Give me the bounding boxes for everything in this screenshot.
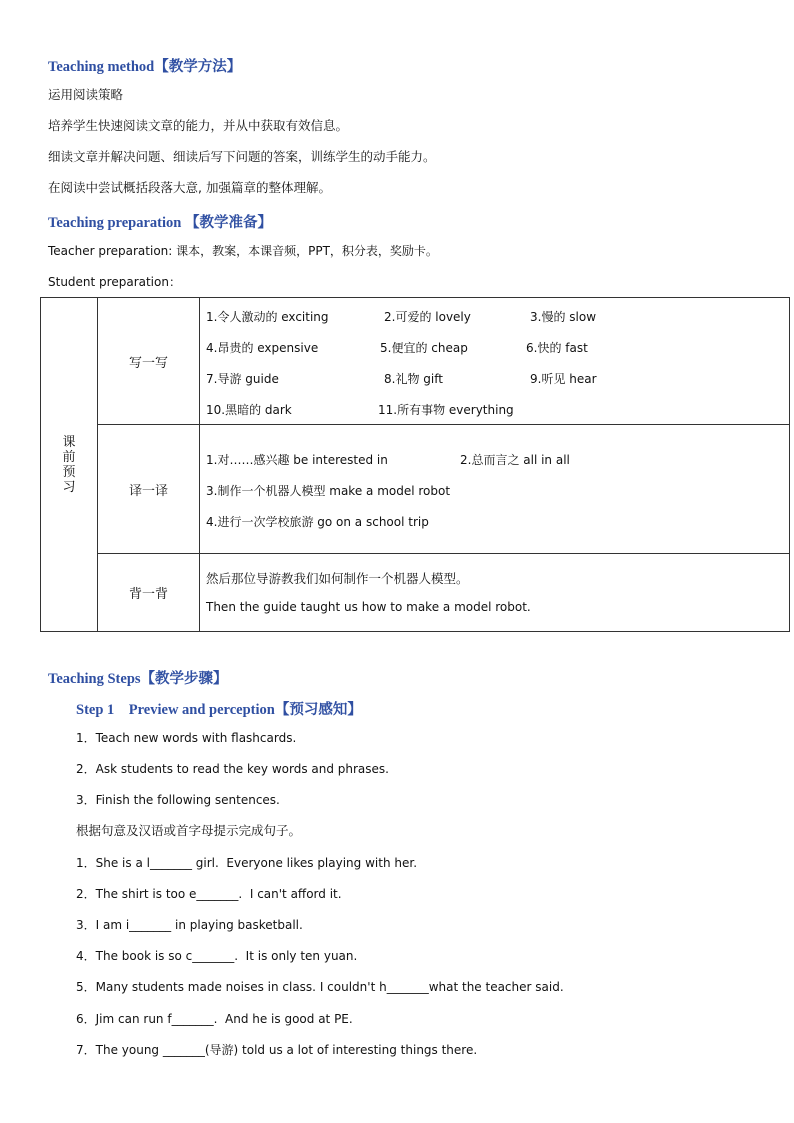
list-item: 9.听见 hear xyxy=(530,372,597,386)
method-line-1: 运用阅读策略 xyxy=(48,87,124,102)
table-row xyxy=(41,554,790,632)
list-item: 1.令人激动的 exciting xyxy=(206,310,329,324)
student-preparation: Student preparation： xyxy=(48,275,181,289)
list-item: 6.快的 fast xyxy=(526,341,588,355)
preparation-heading: Teaching preparation 【教学准备】 xyxy=(48,215,272,231)
method-heading: Teaching method【教学方法】 xyxy=(48,59,242,75)
table-row xyxy=(41,298,790,425)
sentence-1: 1．She is a l_______ girl. Everyone likes playing with her. xyxy=(76,856,418,870)
list-item: Then the guide taught us how to make a model robot. xyxy=(206,600,531,614)
list-item: 4.昂贵的 expensive xyxy=(206,341,319,355)
side-label: 课前预习 xyxy=(62,434,76,495)
list-item: 2.可爱的 lovely xyxy=(384,310,471,324)
row-content-recite xyxy=(200,554,790,632)
list-item: 1.对……感兴趣 be interested in xyxy=(206,453,388,467)
sentence-6: 6．Jim can run f_______. And he is good at PE. xyxy=(76,1012,353,1026)
sentence-4: 4．The book is so c_______. It is only ten yuan. xyxy=(76,949,358,963)
list-item: 8.礼物 gift xyxy=(384,372,443,386)
list-item: 10.黑暗的 dark xyxy=(206,403,292,417)
list-item: 然后那位导游教我们如何制作一个机器人模型。 xyxy=(206,571,469,586)
row-label-write: 写一写 xyxy=(98,298,200,425)
list-item: 4.进行一次学校旅游 go on a school trip xyxy=(206,515,429,529)
preview-table xyxy=(40,297,790,632)
side-label-cell xyxy=(41,298,98,632)
list-item: 3.慢的 slow xyxy=(530,310,597,324)
steps-heading: Teaching Steps【教学步骤】 xyxy=(48,671,228,687)
sentence-5: 5．Many students made noises in class. I couldn't h_______what the teacher said. xyxy=(76,980,564,994)
row-label-recite: 背一背 xyxy=(98,554,200,632)
table-row xyxy=(41,425,790,554)
teacher-preparation: Teacher preparation: 课本，教案，本课音频，PPT，积分表，奖励卡。 xyxy=(48,244,438,258)
list-item: 11.所有事物 everything xyxy=(378,403,514,417)
list-item: 3.制作一个机器人模型 make a model robot xyxy=(206,484,451,498)
list-item: 5.便宜的 cheap xyxy=(380,341,468,355)
sentence-2: 2．The shirt is too e_______. I can't afford it. xyxy=(76,887,342,901)
method-line-3: 细读文章并解决问题、细读后写下问题的答案，训练学生的动手能力。 xyxy=(48,149,436,164)
step1-heading: Step 1 Preview and perception【预习感知】 xyxy=(76,702,362,718)
sentence-7: 7．The young _______(导游) told us a lot of interesting things there. xyxy=(76,1043,478,1057)
task-1: 1．Teach new words with flashcards. xyxy=(76,731,297,745)
row-label-translate: 译一译 xyxy=(98,425,200,554)
task-2: 2．Ask students to read the key words and phrases. xyxy=(76,762,389,776)
task-3: 3．Finish the following sentences. xyxy=(76,793,280,807)
row-content-translate xyxy=(200,425,790,554)
method-line-4: 在阅读中尝试概括段落大意, 加强篇章的整体理解。 xyxy=(48,180,331,195)
method-line-2: 培养学生快速阅读文章的能力，并从中获取有效信息。 xyxy=(48,118,349,133)
row-content-write xyxy=(200,298,790,425)
sentence-3: 3．I am i_______ in playing basketball. xyxy=(76,918,303,932)
list-item: 7.导游 guide xyxy=(206,372,279,386)
instruction: 根据句意及汉语或首字母提示完成句子。 xyxy=(76,823,302,838)
list-item: 2.总而言之 all in all xyxy=(460,453,570,467)
